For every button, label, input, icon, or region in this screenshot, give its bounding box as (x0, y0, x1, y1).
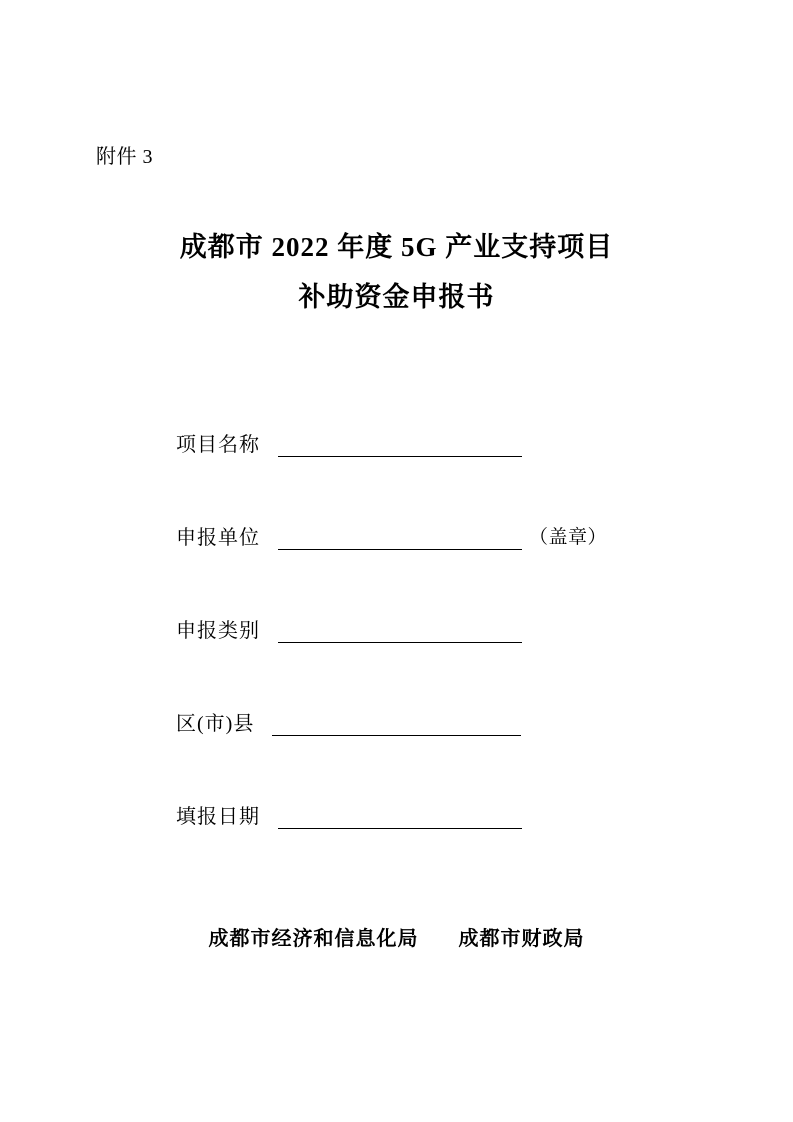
field-label-applicant-unit: 申报单位 (176, 527, 260, 549)
footer-org-economy-it: 成都市经济和信息化局 (208, 928, 419, 950)
field-input-district[interactable] (272, 711, 521, 736)
page-title-line-2: 补助资金申报书 (298, 282, 495, 312)
attachment-label: 附件 3 (96, 146, 153, 168)
field-suffix-seal: （盖章） (529, 527, 608, 548)
page-title-line-1: 成都市 2022 年度 5G 产业支持项目 (179, 232, 614, 262)
field-label-district: 区(市)县 (176, 713, 255, 735)
page-title (0, 222, 793, 322)
field-row-fill-date (0, 804, 793, 897)
field-input-application-category[interactable] (278, 618, 522, 643)
field-label-application-category: 申报类别 (176, 620, 260, 642)
field-label-fill-date: 填报日期 (176, 806, 260, 828)
field-input-project-name[interactable] (278, 432, 522, 457)
field-label-project-name: 项目名称 (176, 434, 260, 456)
field-input-applicant-unit[interactable] (278, 525, 522, 550)
field-row-district (0, 711, 793, 804)
field-row-project-name (0, 432, 793, 525)
footer-organizations (0, 922, 793, 951)
footer-org-finance: 成都市财政局 (458, 928, 585, 950)
field-row-applicant-unit (0, 525, 793, 618)
form-fields (0, 432, 793, 897)
field-row-application-category (0, 618, 793, 711)
field-input-fill-date[interactable] (278, 804, 522, 829)
